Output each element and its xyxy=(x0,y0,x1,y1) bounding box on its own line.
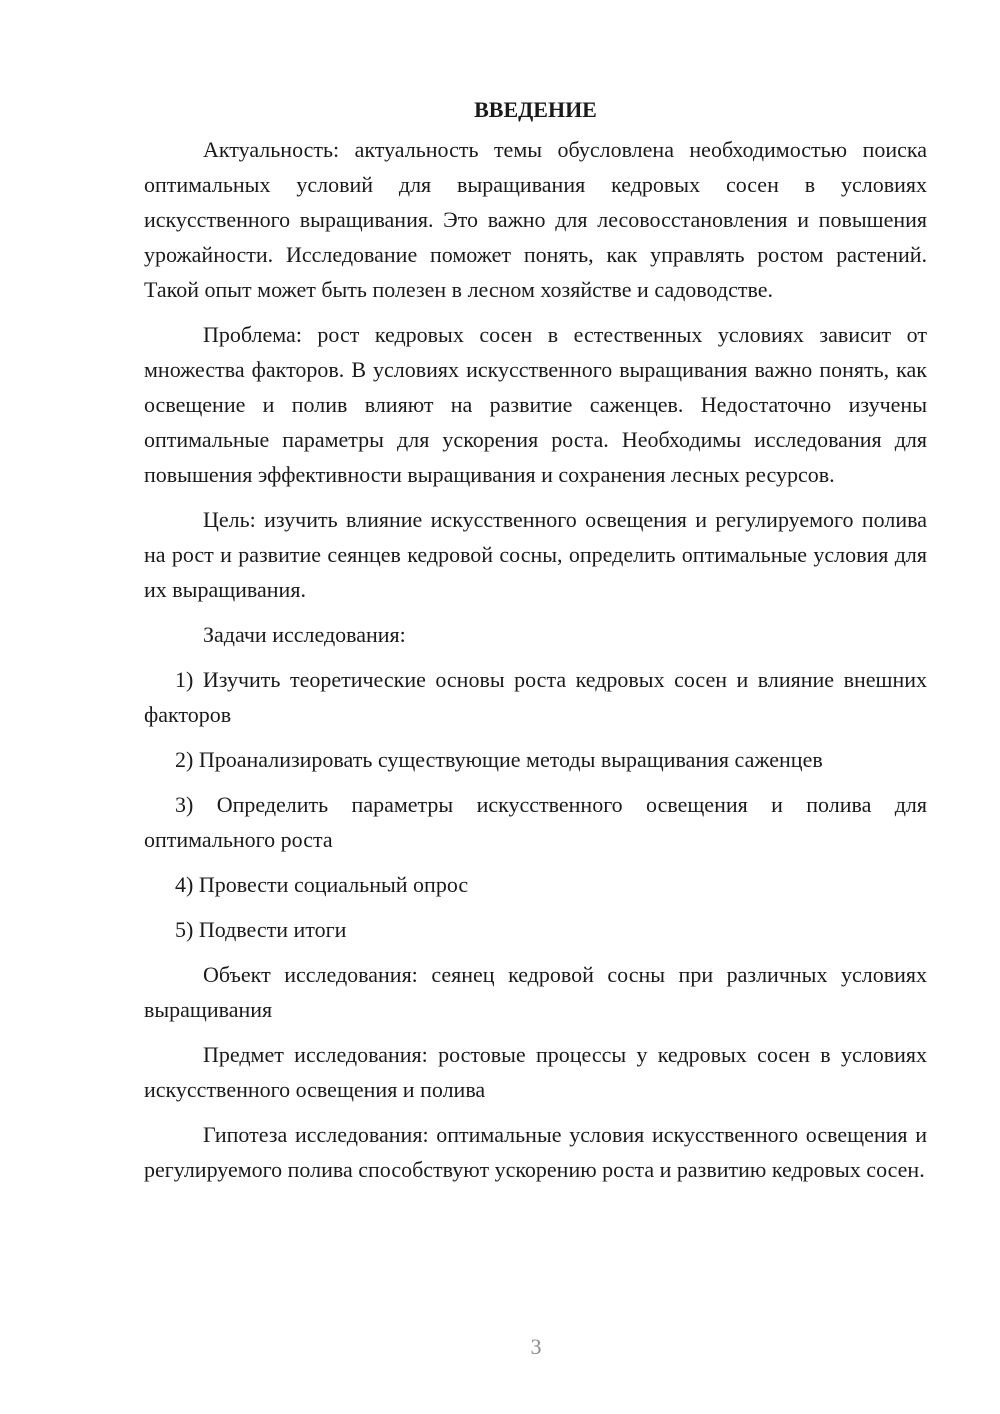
paragraph-relevance: Актуальность: актуальность темы обусловлена необходимостью поиска оптимальных условий для выращивания кедровых сосен в условиях искусственного выращивания. Это важно для лесовосстановления и повышения урожайности. Исследование поможет понять, как управлять ростом растений. Такой опыт может быть полезен в лесном хозяйстве и садоводстве. xyxy=(144,137,927,302)
paragraph-object: Объект исследования: сеянец кедровой сосны при различных условиях выращивания xyxy=(144,962,927,1022)
page-title: ВВЕДЕНИЕ xyxy=(474,97,597,122)
list-item: 5) Подвести итоги xyxy=(175,917,347,942)
tasks-heading: Задачи исследования: xyxy=(203,622,406,647)
paragraph-hypothesis: Гипотеза исследования: оптимальные условия искусственного освещения и регулируемого полива способствуют ускорению роста и развитию кедровых сосен. xyxy=(144,1122,927,1182)
paragraph-problem: Проблема: рост кедровых сосен в естественных условиях зависит от множества факторов. В условиях искусственного выращивания важно понять, как освещение и полив влияют на развитие саженцев. Недостаточно изучены оптимальные параметры для ускорения роста. Необходимы исследования для повышения эффективности выращивания и сохранения лесных ресурсов. xyxy=(144,322,927,487)
page-number: 3 xyxy=(530,1334,542,1359)
paragraph-goal: Цель: изучить влияние искусственного освещения и регулируемого полива на рост и развитие сеянцев кедровой сосны, определить оптимальные условия для их выращивания. xyxy=(144,507,927,602)
list-item: 1) Изучить теоретические основы роста кедровых сосен и влияние внешних факторов xyxy=(144,667,927,727)
document-page xyxy=(144,92,927,1197)
list-item: 3) Определить параметры искусственного освещения и полива для оптимального роста xyxy=(144,792,927,852)
list-item: 2) Проанализировать существующие методы выращивания саженцев xyxy=(175,747,823,772)
paragraph-subject: Предмет исследования: ростовые процессы у кедровых сосен в условиях искусственного освещения и полива xyxy=(144,1042,927,1102)
list-item: 4) Провести социальный опрос xyxy=(175,872,469,897)
